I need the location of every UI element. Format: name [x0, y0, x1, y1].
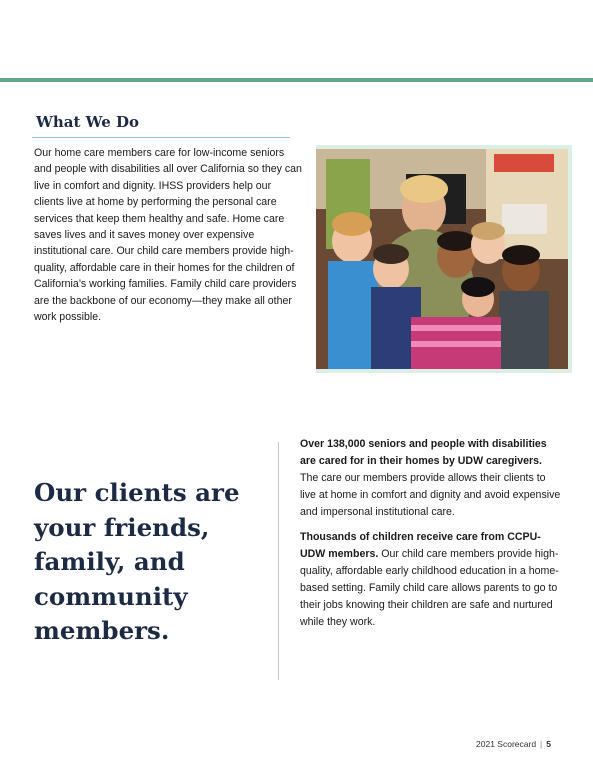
pull-quote: Our clients are your friends, family, and community members.: [34, 478, 240, 645]
page-number: 5: [546, 739, 551, 749]
stat-children-highlight: Thousands of children receive care from CCPU-UDW members.: [300, 531, 541, 560]
footer-label: 2021 Scorecard: [476, 739, 537, 749]
section-body: Our home care members care for low-income seniors and people with disabilities all over California so they can live in comfort and dignity. IHSS providers help our clients live at home by performing the personal care services that keep them healthy and safe. Home care saves lives and it saves money over expensive institutional care. Our child care members provide high-quality, affordable care in their homes for the children of California’s working families. Family child care providers are the backbone of our economy—they make all other work possible.: [34, 147, 302, 324]
caregiver-children-photo: [316, 149, 568, 369]
column-divider: [278, 442, 279, 680]
stat-paragraph-children: [300, 529, 562, 631]
top-accent-rule: [0, 78, 593, 82]
stat-seniors-text: The care our members provide allows their clients to live at home in comfort and dignity and avoid expensive and impersonal institutional care.: [300, 472, 561, 518]
title-underline: [32, 137, 290, 138]
stat-seniors-highlight: Over 138,000 seniors and people with disabilities are cared for in their homes by UDW caregivers.: [300, 438, 547, 467]
section-title: What We Do: [36, 113, 140, 131]
stat-children-text: Our child care members provide high-quality, affordable early childhood education in a home-based setting. Family child care allows parents to go to their jobs knowing their children are safe and nurtured while they work.: [300, 548, 559, 628]
page-footer: [476, 739, 551, 749]
stats-column: [300, 436, 562, 639]
photo-frame: [316, 145, 572, 373]
stat-paragraph-seniors: [300, 436, 562, 521]
footer-separator: |: [540, 739, 543, 749]
